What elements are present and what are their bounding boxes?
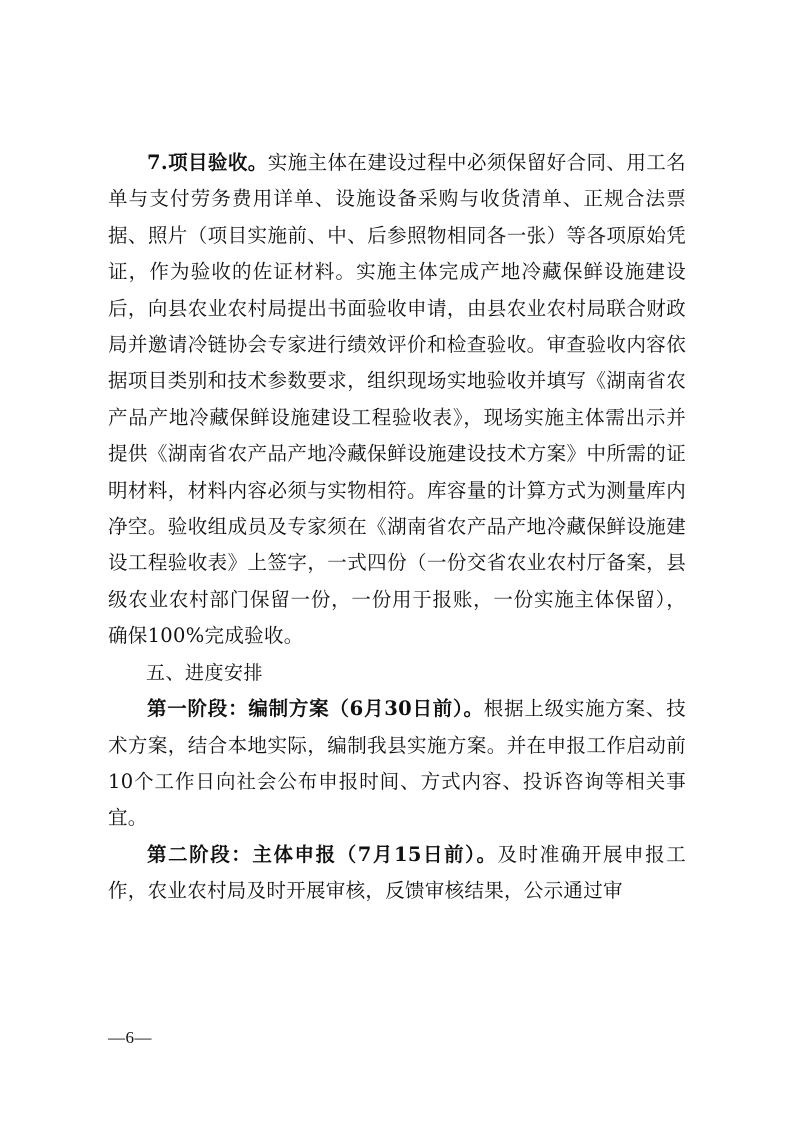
document-body [108,145,686,910]
paragraph-lead: 第一阶段：编制方案（6月30日前）。 [147,697,484,721]
paragraph-text: 及时准确开展申报工作，农业农村局及时开展审核，反馈审核结果，公示通过审 [108,842,686,903]
paragraph-lead: 第二阶段：主体申报（7月15日前）。 [147,842,498,866]
paragraph-lead: 7.项目验收。 [147,151,268,174]
page-number: —6— [108,1028,152,1047]
paragraph-text: 实施主体在建设过程中必须保留好合同、用工名单与支付劳务费用详单、设施设备采购与收货清单、正规合法票据、照片（项目实施前、中、后参照物相同各一张）等各项原始凭证，作为验收的佐证材料。实施主体完成产地冷藏保鲜设施建设后，向县农业农村局提出书面验收申请，由县农业农村局联合财政局并邀请冷链协会专家进行绩效评价和检查验收。审查验收内容依据项目类别和技术参数要求，组织现场实地验收并填写《湖南省农产品产地冷藏保鲜设施建设工程验收表》，现场实施主体需出示并提供《湖南省农产品产地冷藏保鲜设施建设技术方案》中所需的证明材料，材料内容必须与实物相符。库容量的计算方式为测量库内净空。验收组成员及专家须在《湖南省农产品产地冷藏保鲜设施建设工程验收表》上签字，一式四份（一份交省农业农村厅备案，县级农业农村部门保留一份，一份用于报账，一份实施主体保留），确保100%完成验收。 [108,151,686,648]
paragraph-project-acceptance [108,145,686,655]
paragraph-stage-two [108,837,686,910]
section-heading-schedule: 五、进度安排 [146,661,264,684]
paragraph-stage-one [108,691,686,837]
paragraph-text: 根据上级实施方案、技术方案，结合本地实际，编制我县实施方案。并在申报工作启动前10个工作日向社会公布申报时间、方式内容、投诉咨询等相关事宜。 [108,697,686,830]
